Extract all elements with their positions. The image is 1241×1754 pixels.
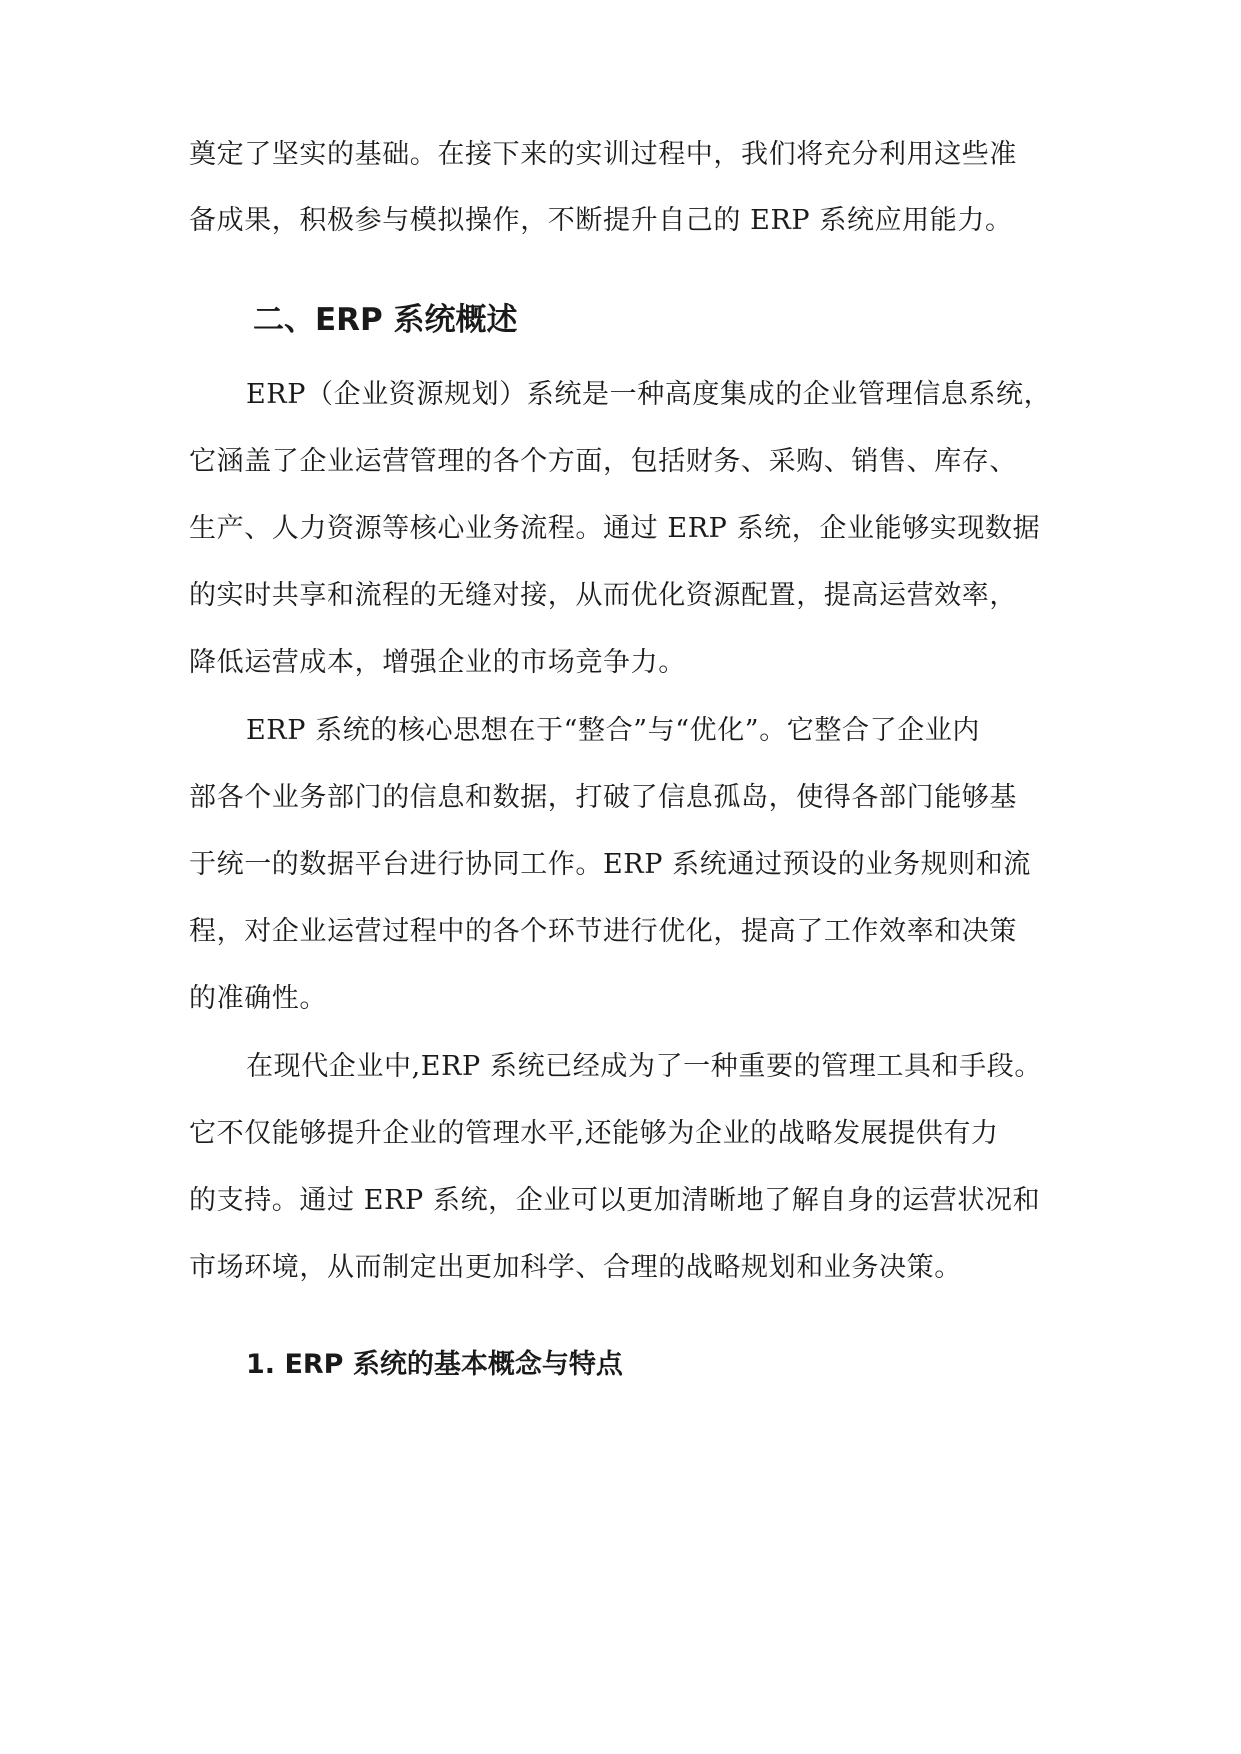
paragraph-line: 它不仅能够提升企业的管理水平,还能够为企业的战略发展提供有力 (189, 1118, 999, 1149)
section-heading: 二、ERP 系统概述 (253, 302, 518, 338)
paragraph-line: 在现代企业中,ERP 系统已经成为了一种重要的管理工具和手段。 (246, 1051, 1042, 1082)
intro-line: 奠定了坚实的基础。在接下来的实训过程中，我们将充分利用这些准 (189, 139, 1017, 170)
paragraph-line: ERP（企业资源规划）系统是一种高度集成的企业管理信息系统， (246, 379, 1052, 410)
paragraph-line: 于统一的数据平台进行协同工作。ERP 系统通过预设的业务规则和流 (189, 849, 1031, 880)
intro-line: 备成果，积极参与模拟操作，不断提升自己的 ERP 系统应用能力。 (189, 205, 1013, 236)
paragraph-line: ERP 系统的核心思想在于“整合”与“优化”。它整合了企业内 (246, 715, 980, 746)
paragraph-line: 降低运营成本，增强企业的市场竞争力。 (189, 647, 686, 678)
paragraph-line: 的支持。通过 ERP 系统，企业可以更加清晰地了解自身的运营状况和 (189, 1185, 1041, 1216)
paragraph-line: 生产、人力资源等核心业务流程。通过 ERP 系统，企业能够实现数据 (189, 513, 1041, 544)
paragraph-line: 的准确性。 (189, 983, 327, 1014)
paragraph-line: 的实时共享和流程的无缝对接，从而优化资源配置，提高运营效率， (189, 580, 1017, 611)
paragraph-line: 程，对企业运营过程中的各个环节进行优化，提高了工作效率和决策 (189, 916, 1017, 947)
paragraph-line: 市场环境，从而制定出更加科学、合理的战略规划和业务决策。 (189, 1252, 962, 1283)
subsection-heading: 1. ERP 系统的基本概念与特点 (246, 1349, 623, 1380)
paragraph-line: 它涵盖了企业运营管理的各个方面，包括财务、采购、销售、库存、 (189, 446, 1017, 477)
paragraph-line: 部各个业务部门的信息和数据，打破了信息孤岛，使得各部门能够基 (189, 782, 1017, 813)
